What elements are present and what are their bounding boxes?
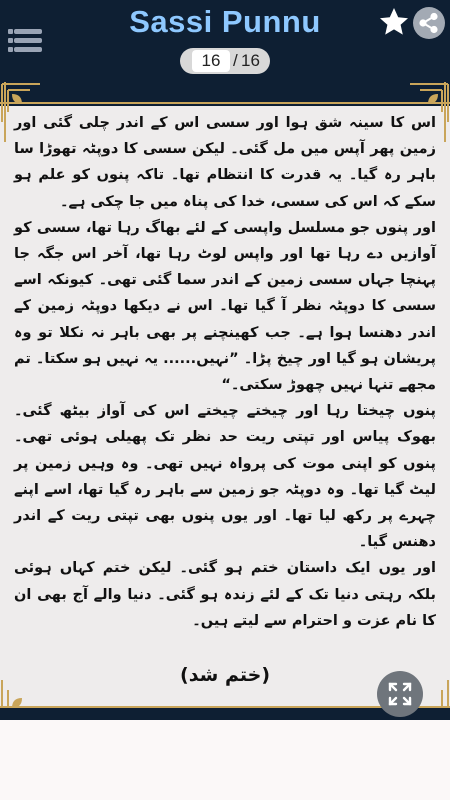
star-icon[interactable] xyxy=(378,6,410,38)
end-mark: (ختم شد) xyxy=(180,664,270,686)
story-text xyxy=(14,110,436,634)
page-separator: / xyxy=(233,51,238,70)
story-paragraph: اس کا سینہ شق ہوا اور سسی اس کے اندر چلی گئی اور زمین پھر آپس میں مل گئی۔ لیکن سسی کا دوپٹہ تھوڑا سا باہر رہ گیا۔ یہ قدرت کا انتظام تھا۔ تاکہ پنوں کو علم ہو سکے کہ اس کی سسی، خدا کی پناہ میں جا چکی ہے۔ xyxy=(14,115,436,210)
top-app-bar xyxy=(0,0,450,82)
frame-gold-line-top xyxy=(0,102,450,104)
current-page[interactable]: 16 xyxy=(192,50,230,72)
story-paragraph: پنوں چیختا رہا اور چیختے چیختے اس کی آواز بیٹھ گئی۔ بھوک پیاس اور تپتی ریت حد نظر تک پھیلی ہوئی تھی۔ پنوں کو اپنی موت کی پرواہ نہیں تھی۔ وہ وہیں زمین پر لیٹ گیا تھا۔ وہ دوپٹہ جو زمین سے باہر رہ گیا تھا، اسے اپنے چہرے پر رکھ لیا تھا۔ اور یوں پنوں بھی تپتی ریت کے اندر دھنس گیا۔ xyxy=(14,403,436,551)
story-paragraph: اور پنوں جو مسلسل واپسی کے لئے بھاگ رہا تھا، سسی کو آوازیں دے رہا تھا اور واپس لوٹ رہا تھا، آخر اس جگہ جا پہنچا جہاں سسی زمین کے اندر سما گئی تھی۔ کیونکہ اسے سسی کا دوپٹہ نظر آ گیا تھا۔ اس نے دیکھا دوپٹہ زمین کے اندر دھنسا ہوا ہے۔ جب کھینچنے پر بھی باہر نہ نکلا تو وہ پریشان ہو گیا اور چیخ پڑا۔ ”نہیں...... یہ نہیں ہو سکتا۔ تم مجھے تنہا نہیں چھوڑ سکتی۔“ xyxy=(14,219,436,394)
book-page xyxy=(0,82,450,720)
story-paragraph: اور یوں ایک داستان ختم ہو گئی۔ لیکن ختم کہاں ہوئی بلکہ رہتی دنیا تک کے لئے زندہ ہو گئی۔ دنیا والے آج بھی ان کا نام عزت و احترام سے لیتے ہیں۔ xyxy=(14,560,436,629)
app-title: Sassi Punnu xyxy=(129,4,321,39)
total-pages: 16 xyxy=(241,51,260,70)
share-icon[interactable] xyxy=(412,6,446,40)
bottom-blank-area xyxy=(0,720,450,800)
fullscreen-icon[interactable] xyxy=(377,671,423,717)
page-indicator xyxy=(180,48,270,74)
